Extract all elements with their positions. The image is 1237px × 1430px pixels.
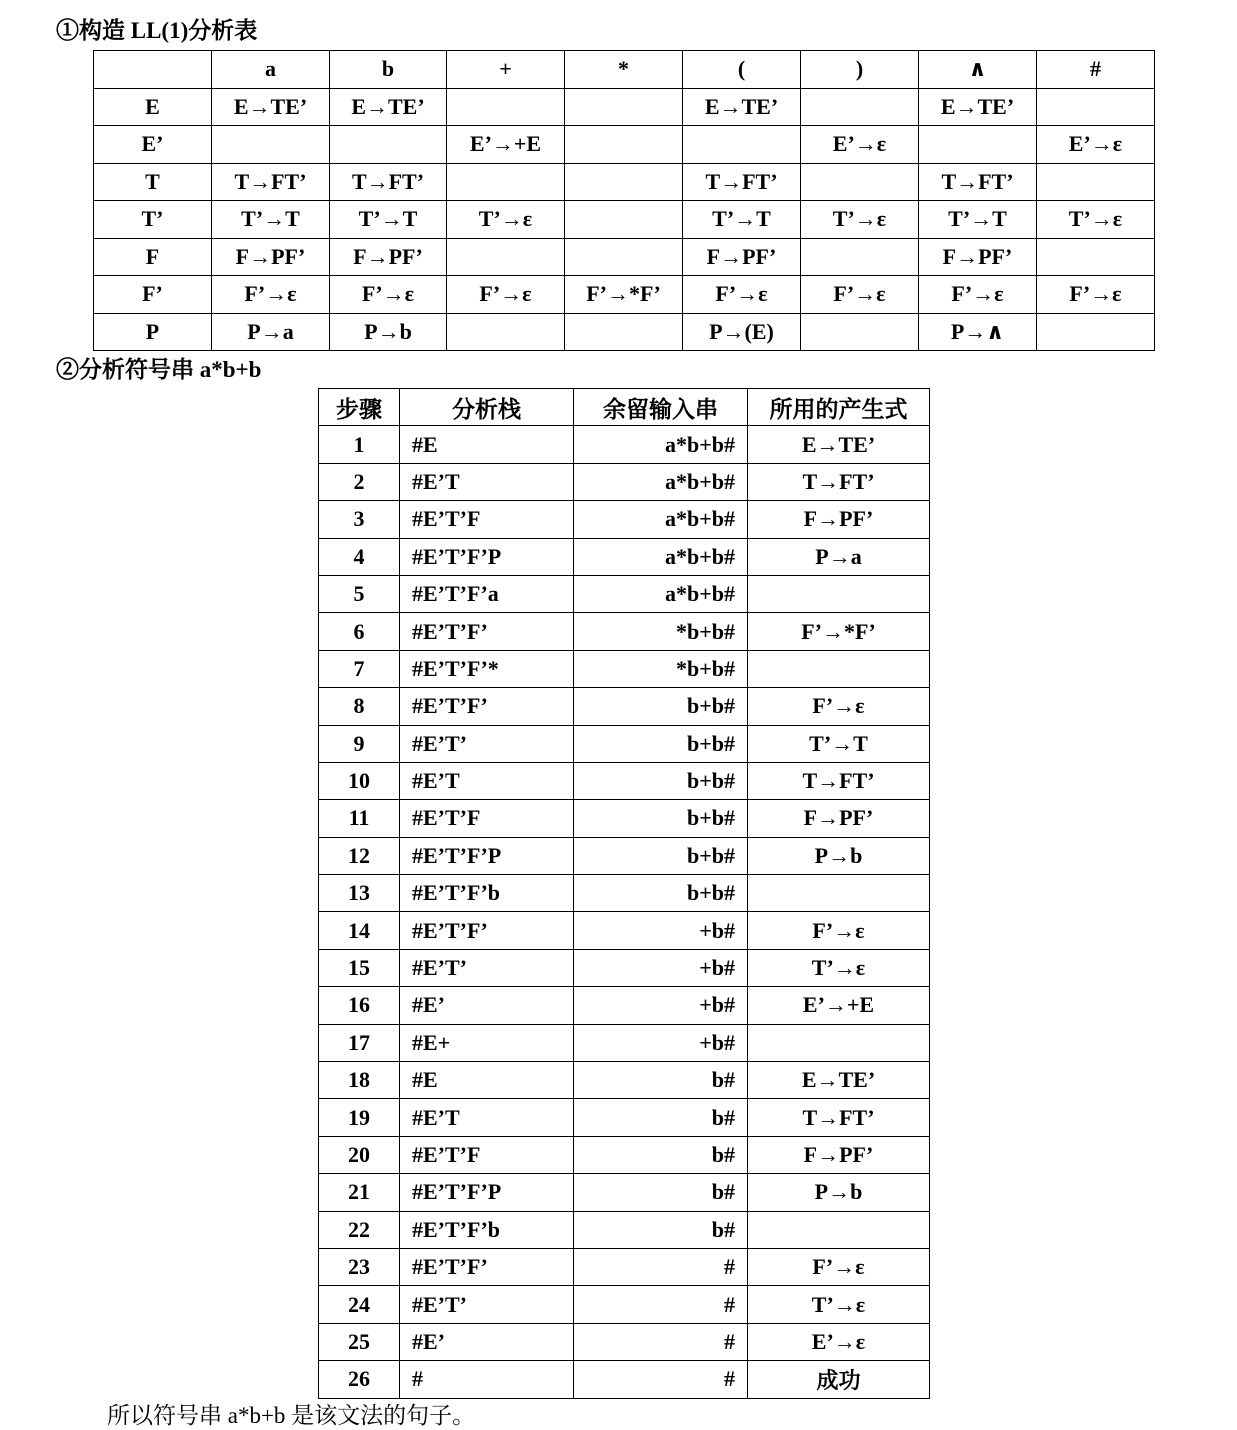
production: F’→*F’ (748, 613, 930, 650)
ll1-cell (565, 163, 683, 201)
ll1-nonterminal: E (94, 88, 212, 126)
table-row (319, 1323, 930, 1360)
remaining-input: a*b+b# (574, 501, 748, 538)
header-remaining-input: 余留输入串 (574, 389, 748, 426)
ll1-cell (330, 126, 447, 164)
step-number: 18 (319, 1062, 400, 1099)
ll1-cell: F’→ε (919, 276, 1037, 314)
ll1-cell: P→b (330, 313, 447, 351)
ll1-row (94, 126, 1155, 164)
ll1-cell: T’→T (919, 201, 1037, 239)
ll1-cell: F’→ε (212, 276, 330, 314)
ll1-column-header: # (1037, 51, 1155, 89)
stack-content: #E’T (400, 762, 574, 799)
ll1-cell: F→PF’ (919, 238, 1037, 276)
production: E→TE’ (748, 426, 930, 463)
table-row (319, 875, 930, 912)
ll1-column-header: b (330, 51, 447, 89)
production: F→PF’ (748, 501, 930, 538)
production: T→FT’ (748, 762, 930, 799)
remaining-input: b+b# (574, 688, 748, 725)
ll1-cell (919, 126, 1037, 164)
production: T’→ε (748, 949, 930, 986)
step-number: 11 (319, 800, 400, 837)
stack-content: #E’T’F (400, 501, 574, 538)
remaining-input: # (574, 1361, 748, 1398)
stack-content: #E’T’F’ (400, 613, 574, 650)
ll1-column-header: * (565, 51, 683, 89)
ll1-nonterminal: P (94, 313, 212, 351)
stack-content: #E’T’F’ (400, 1248, 574, 1285)
ll1-nonterminal: T’ (94, 201, 212, 239)
production: P→b (748, 837, 930, 874)
ll1-cell: P→(E) (683, 313, 801, 351)
production: P→a (748, 538, 930, 575)
ll1-cell (801, 238, 919, 276)
ll1-cell: T’→T (212, 201, 330, 239)
remaining-input: b+b# (574, 800, 748, 837)
ll1-cell: F’→ε (447, 276, 565, 314)
remaining-input: # (574, 1286, 748, 1323)
step-number: 26 (319, 1361, 400, 1398)
header-production: 所用的产生式 (748, 389, 930, 426)
step-number: 14 (319, 912, 400, 949)
ll1-column-header: ∧ (919, 51, 1037, 89)
ll1-column-header: a (212, 51, 330, 89)
step-number: 5 (319, 575, 400, 612)
ll1-cell: T→FT’ (212, 163, 330, 201)
stack-content: #E’T’F’b (400, 1211, 574, 1248)
step-number: 15 (319, 949, 400, 986)
stack-content: #E’T (400, 1099, 574, 1136)
step-number: 24 (319, 1286, 400, 1323)
analysis-steps-table (318, 388, 930, 1399)
remaining-input: +b# (574, 1024, 748, 1061)
table-row (319, 1286, 930, 1323)
stack-content: #E’T (400, 463, 574, 500)
ll1-cell: F’→ε (1037, 276, 1155, 314)
step-number: 1 (319, 426, 400, 463)
ll1-cell: F→PF’ (212, 238, 330, 276)
table-row (319, 1361, 930, 1398)
ll1-nonterminal: T (94, 163, 212, 201)
steps-header-row (319, 389, 930, 426)
production: F’→ε (748, 912, 930, 949)
table-row (319, 800, 930, 837)
ll1-cell: P→a (212, 313, 330, 351)
ll1-cell: T→FT’ (330, 163, 447, 201)
stack-content: #E’T’F’b (400, 875, 574, 912)
ll1-cell: E→TE’ (330, 88, 447, 126)
step-number: 8 (319, 688, 400, 725)
ll1-cell (1037, 313, 1155, 351)
table-row (319, 1174, 930, 1211)
ll1-nonterminal: F’ (94, 276, 212, 314)
ll1-cell: F’→ε (801, 276, 919, 314)
ll1-cell (683, 126, 801, 164)
ll1-row (94, 313, 1155, 351)
ll1-cell: E→TE’ (683, 88, 801, 126)
ll1-cell: F’→ε (330, 276, 447, 314)
remaining-input: # (574, 1248, 748, 1285)
remaining-input: a*b+b# (574, 426, 748, 463)
step-number: 22 (319, 1211, 400, 1248)
ll1-row (94, 163, 1155, 201)
production: F→PF’ (748, 1136, 930, 1173)
table-row (319, 575, 930, 612)
production (748, 1024, 930, 1061)
header-step: 步骤 (319, 389, 400, 426)
step-number: 21 (319, 1174, 400, 1211)
production: F→PF’ (748, 800, 930, 837)
stack-content: #E’T’F (400, 800, 574, 837)
table-row (319, 1211, 930, 1248)
stack-content: #E’T’ (400, 1286, 574, 1323)
production: P→b (748, 1174, 930, 1211)
stack-content: #E+ (400, 1024, 574, 1061)
production: E→TE’ (748, 1062, 930, 1099)
ll1-cell (565, 201, 683, 239)
remaining-input: +b# (574, 949, 748, 986)
ll1-cell (801, 163, 919, 201)
production: E’→ε (748, 1323, 930, 1360)
production: T’→T (748, 725, 930, 762)
step-number: 7 (319, 650, 400, 687)
ll1-cell: E’→+E (447, 126, 565, 164)
production: E’→+E (748, 987, 930, 1024)
stack-content: #E’T’ (400, 725, 574, 762)
stack-content: #E’T’F’P (400, 1174, 574, 1211)
ll1-cell (447, 163, 565, 201)
remaining-input: +b# (574, 987, 748, 1024)
step-number: 3 (319, 501, 400, 538)
remaining-input: *b+b# (574, 650, 748, 687)
table-row (319, 837, 930, 874)
stack-content: #E’ (400, 987, 574, 1024)
table-row (319, 1099, 930, 1136)
table-row (319, 501, 930, 538)
remaining-input: b# (574, 1099, 748, 1136)
ll1-cell (565, 88, 683, 126)
ll1-cell (212, 126, 330, 164)
ll1-cell (565, 238, 683, 276)
ll1-cell: E’→ε (1037, 126, 1155, 164)
remaining-input: b+b# (574, 762, 748, 799)
production: T→FT’ (748, 1099, 930, 1136)
stack-content: #E’T’F (400, 1136, 574, 1173)
table-row (319, 650, 930, 687)
step-number: 25 (319, 1323, 400, 1360)
table-row (319, 613, 930, 650)
stack-content: # (400, 1361, 574, 1398)
conclusion-text: 所以符号串 a*b+b 是该文法的句子。 (107, 1403, 476, 1428)
stack-content: #E’T’ (400, 949, 574, 986)
ll1-cell: E→TE’ (919, 88, 1037, 126)
production: F’→ε (748, 688, 930, 725)
production: T’→ε (748, 1286, 930, 1323)
ll1-row (94, 276, 1155, 314)
ll1-parse-table (93, 50, 1155, 351)
ll1-cell: F→PF’ (683, 238, 801, 276)
table-row (319, 762, 930, 799)
ll1-column-header (94, 51, 212, 89)
stack-content: #E (400, 426, 574, 463)
remaining-input: b+b# (574, 725, 748, 762)
remaining-input: b+b# (574, 837, 748, 874)
production (748, 575, 930, 612)
ll1-cell (1037, 238, 1155, 276)
ll1-column-header: ( (683, 51, 801, 89)
remaining-input: *b+b# (574, 613, 748, 650)
section1-title: ①构造 LL(1)分析表 (56, 18, 258, 43)
stack-content: #E’T’F’P (400, 538, 574, 575)
ll1-cell: E→TE’ (212, 88, 330, 126)
ll1-cell (447, 88, 565, 126)
ll1-cell (801, 88, 919, 126)
ll1-cell: F’→ε (683, 276, 801, 314)
step-number: 6 (319, 613, 400, 650)
ll1-cell (447, 238, 565, 276)
table-row (319, 1136, 930, 1173)
table-row (319, 1024, 930, 1061)
ll1-nonterminal: F (94, 238, 212, 276)
ll1-cell (801, 313, 919, 351)
production: F’→ε (748, 1248, 930, 1285)
table-row (319, 912, 930, 949)
ll1-cell (447, 313, 565, 351)
ll1-cell: T’→T (683, 201, 801, 239)
step-number: 9 (319, 725, 400, 762)
remaining-input: +b# (574, 912, 748, 949)
ll1-cell: E’→ε (801, 126, 919, 164)
table-row (319, 1062, 930, 1099)
step-number: 20 (319, 1136, 400, 1173)
table-row (319, 463, 930, 500)
remaining-input: # (574, 1323, 748, 1360)
remaining-input: b# (574, 1211, 748, 1248)
step-number: 12 (319, 837, 400, 874)
step-number: 10 (319, 762, 400, 799)
remaining-input: a*b+b# (574, 575, 748, 612)
ll1-row (94, 201, 1155, 239)
stack-content: #E’T’F’* (400, 650, 574, 687)
ll1-row (94, 88, 1155, 126)
ll1-cell (565, 313, 683, 351)
table-row (319, 688, 930, 725)
ll1-nonterminal: E’ (94, 126, 212, 164)
step-number: 2 (319, 463, 400, 500)
step-number: 23 (319, 1248, 400, 1285)
remaining-input: a*b+b# (574, 538, 748, 575)
step-number: 19 (319, 1099, 400, 1136)
stack-content: #E (400, 1062, 574, 1099)
ll1-cell (1037, 163, 1155, 201)
ll1-cell: F’→*F’ (565, 276, 683, 314)
step-number: 4 (319, 538, 400, 575)
production: 成功 (748, 1361, 930, 1398)
remaining-input: b# (574, 1136, 748, 1173)
ll1-cell: T’→T (330, 201, 447, 239)
step-number: 17 (319, 1024, 400, 1061)
production (748, 875, 930, 912)
stack-content: #E’ (400, 1323, 574, 1360)
production (748, 650, 930, 687)
table-row (319, 538, 930, 575)
stack-content: #E’T’F’ (400, 912, 574, 949)
table-row (319, 987, 930, 1024)
remaining-input: b+b# (574, 875, 748, 912)
production (748, 1211, 930, 1248)
ll1-cell (565, 126, 683, 164)
ll1-cell: T→FT’ (919, 163, 1037, 201)
stack-content: #E’T’F’ (400, 688, 574, 725)
table-row (319, 1248, 930, 1285)
production: T→FT’ (748, 463, 930, 500)
step-number: 13 (319, 875, 400, 912)
ll1-cell: F→PF’ (330, 238, 447, 276)
ll1-cell: T’→ε (447, 201, 565, 239)
table-row (319, 426, 930, 463)
ll1-cell (1037, 88, 1155, 126)
stack-content: #E’T’F’a (400, 575, 574, 612)
remaining-input: a*b+b# (574, 463, 748, 500)
ll1-header-row (94, 51, 1155, 89)
remaining-input: b# (574, 1174, 748, 1211)
table-row (319, 725, 930, 762)
stack-content: #E’T’F’P (400, 837, 574, 874)
ll1-cell: P→∧ (919, 313, 1037, 351)
ll1-cell: T’→ε (801, 201, 919, 239)
step-number: 16 (319, 987, 400, 1024)
ll1-cell: T’→ε (1037, 201, 1155, 239)
header-stack: 分析栈 (400, 389, 574, 426)
section2-title: ②分析符号串 a*b+b (56, 357, 262, 382)
ll1-column-header: + (447, 51, 565, 89)
ll1-row (94, 238, 1155, 276)
ll1-column-header: ) (801, 51, 919, 89)
table-row (319, 949, 930, 986)
ll1-cell: T→FT’ (683, 163, 801, 201)
remaining-input: b# (574, 1062, 748, 1099)
